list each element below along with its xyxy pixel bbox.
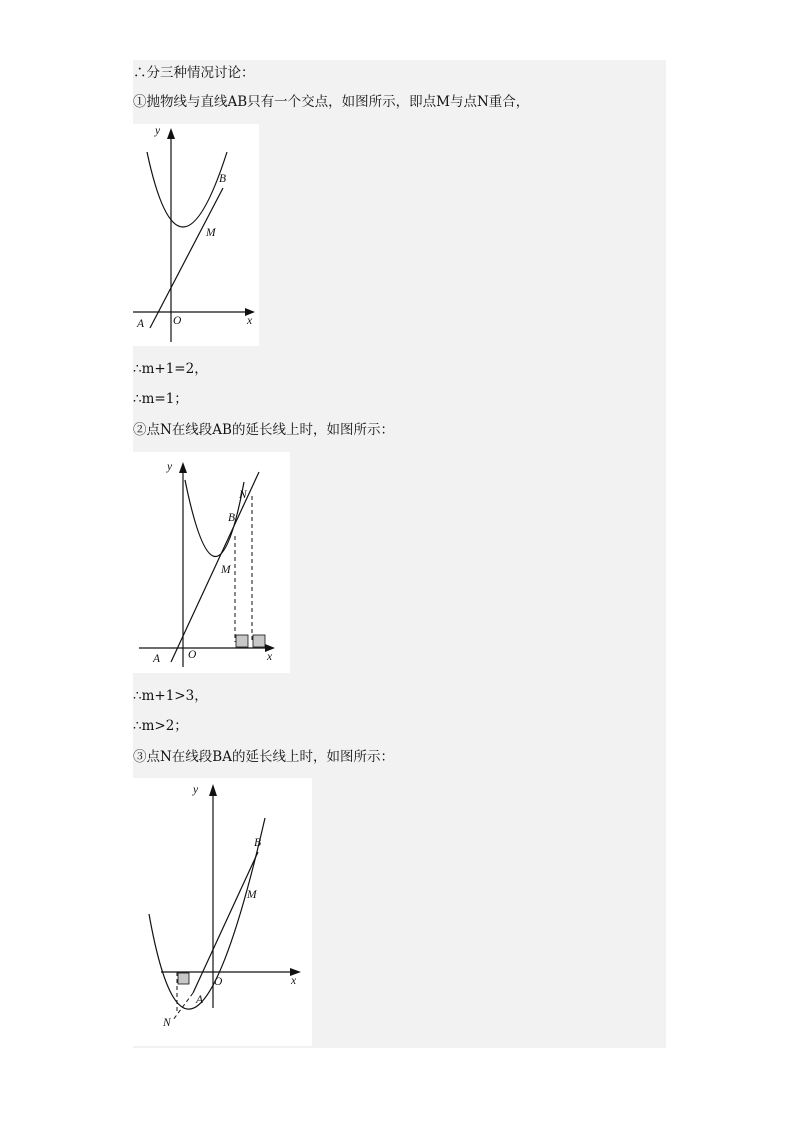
- parabola: [147, 152, 227, 227]
- label-y: y: [193, 784, 199, 796]
- dashed-extension: [173, 993, 193, 1020]
- figure-3: [133, 778, 312, 1046]
- label-x: x: [247, 315, 253, 327]
- right-angle-mark: [253, 635, 265, 647]
- y-axis-arrow: [167, 128, 175, 139]
- line-ab: [150, 188, 223, 328]
- figure-1: [133, 124, 259, 346]
- parabola: [149, 818, 265, 1009]
- label-a: A: [153, 653, 161, 665]
- label-y: y: [155, 125, 161, 137]
- figure-2: [133, 452, 290, 673]
- label-n: N: [239, 489, 247, 501]
- text-line: ②点N在线段AB的延长线上时，如图所示：: [133, 422, 394, 438]
- text-line: ③点N在线段BA的延长线上时，如图所示：: [133, 749, 394, 765]
- text-line: ∴m=1；: [133, 391, 188, 407]
- label-o: O: [173, 315, 182, 327]
- right-angle-mark: [178, 973, 189, 984]
- label-x: x: [267, 651, 273, 663]
- text-line: ∴m>2；: [133, 718, 188, 734]
- y-axis-arrow: [209, 784, 217, 796]
- label-b: B: [254, 837, 262, 849]
- label-o: O: [188, 649, 197, 661]
- label-b: B: [219, 173, 227, 185]
- right-angle-mark: [236, 635, 248, 647]
- text-line: ①抛物线与直线AB只有一个交点，如图所示，即点M与点N重合，: [133, 94, 530, 110]
- label-a: A: [137, 318, 145, 330]
- label-m: M: [221, 564, 231, 576]
- label-o: O: [214, 976, 223, 988]
- label-m: M: [206, 227, 216, 239]
- text-line: ∴分三种情况讨论：: [133, 65, 255, 81]
- text-line: ∴m+1>3，: [133, 688, 208, 704]
- label-m: M: [247, 889, 257, 901]
- label-y: y: [167, 461, 173, 473]
- label-n: N: [163, 1017, 171, 1029]
- label-a: A: [196, 994, 204, 1006]
- text-line: ∴m+1=2，: [133, 361, 208, 377]
- label-b: B: [228, 512, 236, 524]
- y-axis-arrow: [179, 462, 187, 473]
- label-x: x: [291, 975, 297, 987]
